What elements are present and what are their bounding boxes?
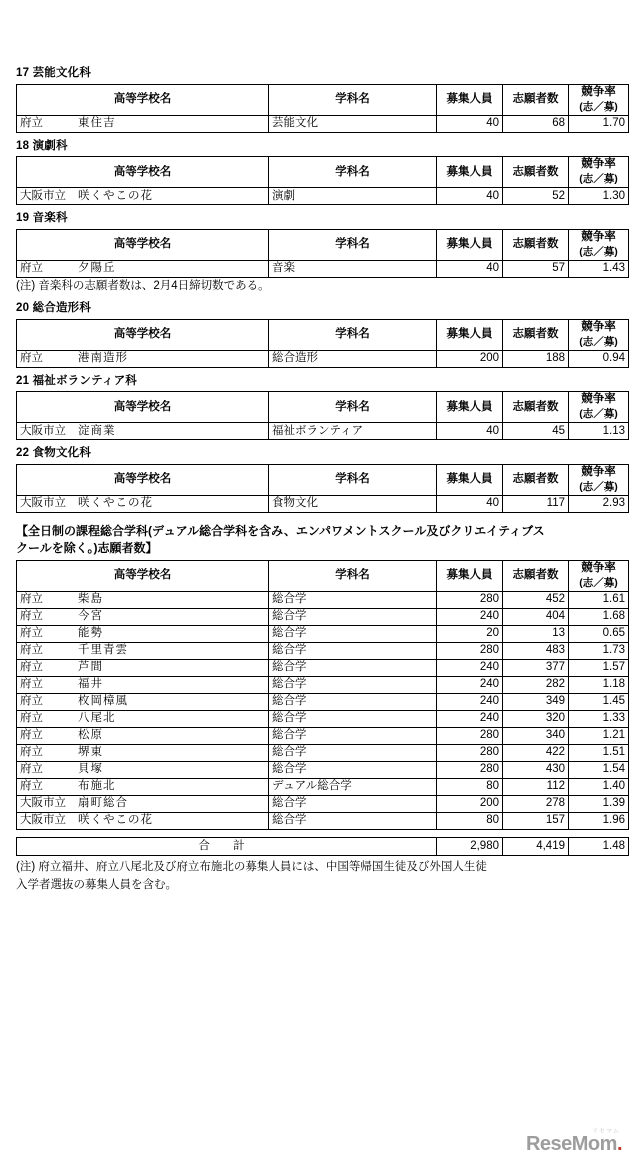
cell-ratio: 0.94: [569, 350, 629, 367]
table-header-row: [17, 157, 629, 188]
cell-ratio: 1.33: [569, 710, 629, 727]
cell-quota: 200: [437, 795, 503, 812]
section-19: [16, 211, 628, 294]
cell-ratio: 1.61: [569, 591, 629, 608]
table-row: [17, 761, 629, 778]
school-name: 松原: [78, 729, 103, 742]
cell-ratio: 1.45: [569, 693, 629, 710]
col-applicants: 志願者数: [503, 319, 569, 350]
school-prefix: 府立: [20, 627, 43, 640]
cell-dept: 総合造形: [269, 350, 437, 367]
section-title: 19 音楽科: [16, 212, 68, 225]
table-row: [17, 778, 629, 795]
col-school: 高等学校名: [17, 392, 269, 423]
cell-school: [17, 350, 269, 367]
col-dept: 学科名: [269, 84, 437, 115]
cell-applicants: 340: [503, 727, 569, 744]
total-applicants: 4,419: [503, 837, 569, 855]
comprehensive-title-line2: クールを除く。)志願者数】: [16, 540, 158, 555]
col-ratio: [569, 84, 629, 115]
school-name: 芦間: [78, 661, 103, 674]
cell-applicants: 57: [503, 260, 569, 277]
cell-dept: 総合学: [269, 659, 437, 676]
cell-quota: 200: [437, 350, 503, 367]
col-ratio: [569, 319, 629, 350]
section-17: [16, 66, 628, 133]
cell-school: [17, 495, 269, 512]
cell-school: [17, 423, 269, 440]
table-21: [16, 391, 629, 440]
cell-school: [17, 591, 269, 608]
school-prefix: 府立: [20, 262, 43, 275]
cell-quota: 40: [437, 115, 503, 132]
table-row: [17, 642, 629, 659]
cell-dept: 総合学: [269, 642, 437, 659]
cell-quota: 40: [437, 188, 503, 205]
cell-ratio: 1.68: [569, 608, 629, 625]
section-22: [16, 446, 628, 513]
school-prefix: 大阪市立: [20, 797, 66, 810]
col-school: 高等学校名: [17, 84, 269, 115]
cell-applicants: 117: [503, 495, 569, 512]
cell-dept: 総合学: [269, 761, 437, 778]
table-header-row: [17, 464, 629, 495]
school-name: 東住吉: [78, 117, 116, 130]
school-prefix: 府立: [20, 644, 43, 657]
logo-word: ReseMom: [525, 1133, 617, 1155]
col-ratio-line2: (志／募): [579, 408, 618, 421]
col-applicants: 志願者数: [503, 157, 569, 188]
school-name: 淀商業: [78, 424, 116, 437]
school-name: 扇町総合: [78, 797, 128, 810]
col-ratio-line1: 競争率: [581, 393, 616, 406]
col-applicants: 志願者数: [503, 464, 569, 495]
cell-dept: 食物文化: [269, 495, 437, 512]
table-row: [17, 625, 629, 642]
col-quota: 募集人員: [437, 392, 503, 423]
cell-applicants: 320: [503, 710, 569, 727]
col-applicants: 志願者数: [503, 560, 569, 591]
col-ratio: [569, 464, 629, 495]
col-ratio: [569, 157, 629, 188]
cell-dept: 芸能文化: [269, 115, 437, 132]
school-name: 港南造形: [78, 352, 128, 365]
total-quota: 2,980: [437, 837, 503, 855]
cell-dept: 総合学: [269, 591, 437, 608]
cell-school: [17, 625, 269, 642]
col-ratio: [569, 229, 629, 260]
school-prefix: 府立: [20, 746, 43, 759]
cell-school: [17, 260, 269, 277]
cell-school: [17, 676, 269, 693]
cell-school: [17, 659, 269, 676]
school-prefix: 大阪市立: [20, 814, 66, 827]
cell-quota: 280: [437, 642, 503, 659]
total-row: [17, 837, 629, 855]
cell-applicants: 45: [503, 423, 569, 440]
col-school: 高等学校名: [17, 560, 269, 591]
table-18: [16, 156, 629, 205]
cell-quota: 240: [437, 710, 503, 727]
col-school: 高等学校名: [17, 229, 269, 260]
school-prefix: 府立: [20, 117, 43, 130]
school-prefix: 府立: [20, 352, 43, 365]
col-ratio-line1: 競争率: [581, 320, 616, 333]
table-header-row: [17, 84, 629, 115]
cell-dept: 総合学: [269, 693, 437, 710]
cell-quota: 280: [437, 591, 503, 608]
section-21: [16, 374, 628, 441]
cell-applicants: 188: [503, 350, 569, 367]
total-label: 合 計: [17, 837, 437, 855]
logo-dot: .: [616, 1133, 622, 1155]
section-title: 20 総合造形科: [16, 302, 92, 315]
cell-quota: 280: [437, 727, 503, 744]
table-20: [16, 319, 629, 368]
table-row: [17, 710, 629, 727]
cell-quota: 40: [437, 423, 503, 440]
table-row: [17, 591, 629, 608]
cell-applicants: 13: [503, 625, 569, 642]
school-prefix: 大阪市立: [20, 189, 66, 202]
cell-applicants: 377: [503, 659, 569, 676]
cell-applicants: 282: [503, 676, 569, 693]
col-ratio-line2: (志／募): [579, 335, 618, 348]
cell-ratio: 1.39: [569, 795, 629, 812]
cell-dept: デュアル総合学: [269, 778, 437, 795]
table-total: [16, 837, 629, 856]
col-ratio-line1: 競争率: [581, 158, 616, 171]
table-row: [17, 188, 629, 205]
col-ratio-line2: (志／募): [579, 576, 618, 589]
table-row: [17, 812, 629, 829]
col-ratio-line1: 競争率: [581, 85, 616, 98]
school-name: 咲くやこの花: [78, 814, 153, 827]
school-name: 千里青雲: [78, 644, 128, 657]
col-quota: 募集人員: [437, 157, 503, 188]
cell-ratio: 1.13: [569, 423, 629, 440]
col-ratio-line2: (志／募): [579, 245, 618, 258]
cell-applicants: 452: [503, 591, 569, 608]
cell-applicants: 349: [503, 693, 569, 710]
cell-ratio: 2.93: [569, 495, 629, 512]
table-header-row: [17, 560, 629, 591]
table-header-row: [17, 319, 629, 350]
cell-quota: 280: [437, 761, 503, 778]
cell-quota: 80: [437, 778, 503, 795]
cell-quota: 80: [437, 812, 503, 829]
table-17: [16, 84, 629, 133]
section-title: 17 芸能文化科: [16, 67, 92, 79]
col-quota: 募集人員: [437, 464, 503, 495]
cell-dept: 総合学: [269, 608, 437, 625]
cell-dept: 総合学: [269, 727, 437, 744]
cell-ratio: 1.54: [569, 761, 629, 778]
school-prefix: 府立: [20, 712, 43, 725]
cell-quota: 40: [437, 260, 503, 277]
cell-school: [17, 115, 269, 132]
cell-applicants: 483: [503, 642, 569, 659]
table-comprehensive: [16, 560, 629, 830]
cell-ratio: 1.40: [569, 778, 629, 795]
cell-school: [17, 727, 269, 744]
table-row: [17, 659, 629, 676]
cell-ratio: 1.96: [569, 812, 629, 829]
col-applicants: 志願者数: [503, 229, 569, 260]
table-row: [17, 608, 629, 625]
school-name: 能勢: [78, 627, 103, 640]
cell-dept: 総合学: [269, 625, 437, 642]
section-title: 21 福祉ボランティア科: [16, 374, 137, 387]
cell-school: [17, 710, 269, 727]
school-prefix: 府立: [20, 763, 43, 776]
cell-ratio: 1.73: [569, 642, 629, 659]
school-prefix: 府立: [20, 610, 43, 623]
section-title: 18 演劇科: [16, 139, 68, 152]
section-comprehensive: [16, 522, 628, 894]
cell-dept: 総合学: [269, 710, 437, 727]
cell-quota: 20: [437, 625, 503, 642]
col-quota: 募集人員: [437, 229, 503, 260]
col-applicants: 志願者数: [503, 84, 569, 115]
cell-school: [17, 744, 269, 761]
logo-subtext: リセマム: [592, 1129, 620, 1135]
school-prefix: 大阪市立: [20, 497, 66, 510]
cell-applicants: 422: [503, 744, 569, 761]
school-prefix: 府立: [20, 695, 43, 708]
cell-school: [17, 812, 269, 829]
footer-note-line1: (注) 府立福井、府立八尾北及び府立布施北の募集人員には、中国等帰国生徒及び外国人生徒: [16, 860, 487, 873]
table-row: [17, 676, 629, 693]
table-row: [17, 795, 629, 812]
cell-quota: 240: [437, 608, 503, 625]
cell-applicants: 278: [503, 795, 569, 812]
cell-dept: 総合学: [269, 812, 437, 829]
logo-maintext: [526, 1133, 622, 1156]
col-quota: 募集人員: [437, 560, 503, 591]
col-dept: 学科名: [269, 464, 437, 495]
school-prefix: 府立: [20, 780, 43, 793]
resemom-logo: [526, 1126, 622, 1156]
cell-ratio: 1.43: [569, 260, 629, 277]
col-ratio: [569, 560, 629, 591]
col-dept: 学科名: [269, 319, 437, 350]
school-name: 咲くやこの花: [78, 497, 153, 510]
table-22: [16, 464, 629, 513]
cell-ratio: 1.70: [569, 115, 629, 132]
col-dept: 学科名: [269, 229, 437, 260]
col-ratio-line2: (志／募): [579, 480, 618, 493]
col-dept: 学科名: [269, 392, 437, 423]
school-name: 福井: [78, 678, 103, 691]
school-prefix: 府立: [20, 661, 43, 674]
cell-dept: 総合学: [269, 795, 437, 812]
total-ratio: 1.48: [569, 837, 629, 855]
cell-quota: 280: [437, 744, 503, 761]
cell-applicants: 157: [503, 812, 569, 829]
col-ratio-line1: 競争率: [581, 230, 616, 243]
cell-school: [17, 778, 269, 795]
col-school: 高等学校名: [17, 157, 269, 188]
cell-applicants: 112: [503, 778, 569, 795]
table-row: [17, 495, 629, 512]
col-dept: 学科名: [269, 157, 437, 188]
cell-quota: 240: [437, 693, 503, 710]
table-header-row: [17, 229, 629, 260]
cell-ratio: 1.57: [569, 659, 629, 676]
cell-school: [17, 693, 269, 710]
table-row: [17, 693, 629, 710]
cell-school: [17, 761, 269, 778]
cell-quota: 40: [437, 495, 503, 512]
cell-dept: 総合学: [269, 744, 437, 761]
cell-ratio: 1.21: [569, 727, 629, 744]
cell-dept: 総合学: [269, 676, 437, 693]
school-prefix: 府立: [20, 729, 43, 742]
school-name: 夕陽丘: [78, 262, 116, 275]
col-dept: 学科名: [269, 560, 437, 591]
school-prefix: 府立: [20, 678, 43, 691]
school-name: 堺東: [78, 746, 103, 759]
table-row: [17, 727, 629, 744]
cell-ratio: 1.30: [569, 188, 629, 205]
cell-applicants: 430: [503, 761, 569, 778]
section-title: 22 食物文化科: [16, 447, 92, 460]
table-19: [16, 229, 629, 278]
comprehensive-title-line1: 【全日制の課程総合学科(デュアル総合学科を含み、エンパワメントスクール及びクリエイティブス: [16, 523, 545, 538]
cell-quota: 240: [437, 659, 503, 676]
school-name: 八尾北: [78, 712, 116, 725]
col-ratio-line1: 競争率: [581, 561, 616, 574]
cell-dept: 福祉ボランティア: [269, 423, 437, 440]
school-name: 貝塚: [78, 763, 103, 776]
cell-school: [17, 188, 269, 205]
cell-ratio: 0.65: [569, 625, 629, 642]
col-ratio-line1: 競争率: [581, 465, 616, 478]
cell-quota: 240: [437, 676, 503, 693]
cell-dept: 演劇: [269, 188, 437, 205]
cell-ratio: 1.18: [569, 676, 629, 693]
col-quota: 募集人員: [437, 319, 503, 350]
school-name: 咲くやこの花: [78, 189, 153, 202]
table-row: [17, 115, 629, 132]
section-20: [16, 301, 628, 368]
col-quota: 募集人員: [437, 84, 503, 115]
school-prefix: 府立: [20, 593, 43, 606]
table-row: [17, 260, 629, 277]
col-school: 高等学校名: [17, 319, 269, 350]
school-name: 柴島: [78, 593, 103, 606]
col-ratio-line2: (志／募): [579, 173, 618, 186]
table-header-row: [17, 392, 629, 423]
col-ratio-line2: (志／募): [579, 100, 618, 113]
cell-applicants: 68: [503, 115, 569, 132]
col-applicants: 志願者数: [503, 392, 569, 423]
school-prefix: 大阪市立: [20, 424, 66, 437]
school-name: 枚岡樟風: [78, 695, 128, 708]
school-name: 今宮: [78, 610, 103, 623]
col-school: 高等学校名: [17, 464, 269, 495]
cell-applicants: 52: [503, 188, 569, 205]
school-name: 布施北: [78, 780, 116, 793]
cell-applicants: 404: [503, 608, 569, 625]
cell-ratio: 1.51: [569, 744, 629, 761]
table-row: [17, 350, 629, 367]
section-18: [16, 139, 628, 206]
table-row: [17, 744, 629, 761]
cell-school: [17, 795, 269, 812]
cell-school: [17, 642, 269, 659]
section-note: (注) 音楽科の志願者数は、2月4日締切数である。: [16, 279, 270, 292]
table-row: [17, 423, 629, 440]
cell-school: [17, 608, 269, 625]
cell-dept: 音楽: [269, 260, 437, 277]
footer-note-line2: 入学者選抜の募集人員を含む。: [16, 879, 177, 892]
col-ratio: [569, 392, 629, 423]
